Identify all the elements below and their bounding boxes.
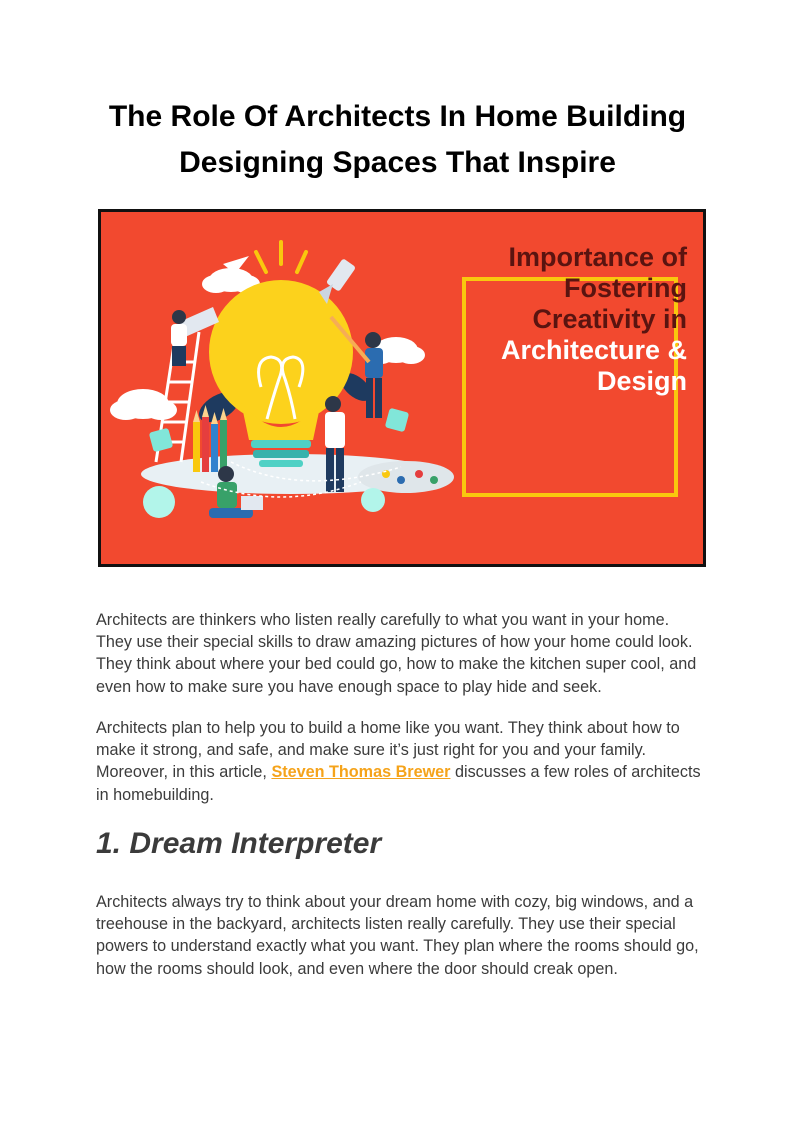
hero-caption-line: Design: [596, 366, 687, 396]
hero-caption-line: Fostering: [563, 273, 687, 303]
section-heading: 1. Dream Interpreter: [96, 827, 382, 860]
intro-paragraph: Architects are thinkers who listen really carefully to what you want in your home. They use their special skills to draw amazing pictures of how your home could look. They think about where your bed could go, how to make the kitchen super cool, and even how to make sure you have enough space to play hide and seek.: [96, 611, 697, 696]
hero-image: [98, 209, 706, 567]
hero-caption-line: Architecture &: [500, 335, 687, 365]
body-paragraph: [96, 717, 706, 806]
document-title: [60, 94, 735, 186]
pen-nib-icon: [319, 258, 356, 304]
paragraph-text: discusses a few roles of architects in homebuilding.: [96, 763, 701, 804]
paragraph-text: Architects plan to help you to build a home like you want. They think about how to make it strong, and safe, and make sure it’s just right for you and your family. Moreover, in this article,: [96, 719, 680, 782]
section-paragraph: Architects always try to think about your dream home with cozy, big windows, and a treehouse in the backyard, architects listen really carefully. They use their special powers to understand exactly what you want. They plan where the rooms should go, how the rooms should look, and even where the door should creak open.: [96, 893, 699, 978]
hero-caption-line: Creativity in: [532, 304, 687, 334]
title-line-1: The Role Of Architects In Home Building: [108, 100, 687, 133]
author-link[interactable]: Steven Thomas Brewer: [271, 763, 451, 782]
laptop-icon: [241, 496, 263, 510]
title-line-2: Designing Spaces That Inspire: [179, 146, 616, 179]
hero-caption-line: Importance of: [508, 242, 687, 272]
hero-caption: [501, 242, 687, 397]
